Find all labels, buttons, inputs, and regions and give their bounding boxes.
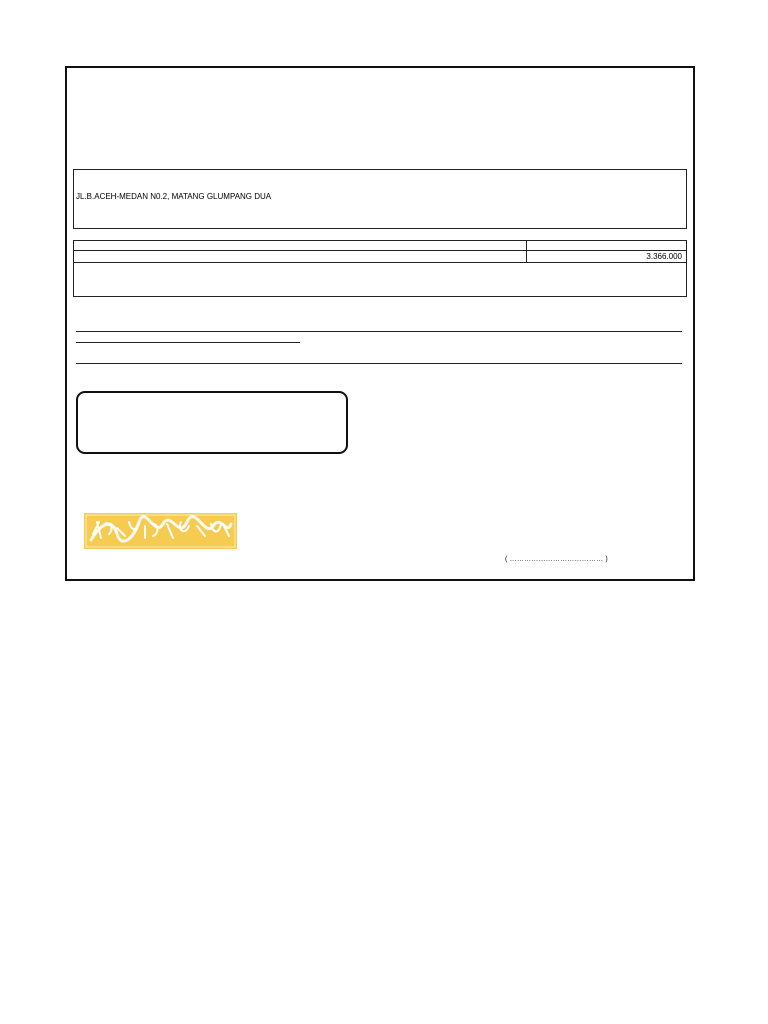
rounded-note-box bbox=[76, 391, 348, 454]
amount-table-header-row bbox=[74, 241, 686, 251]
amount-table bbox=[73, 240, 687, 297]
amount-table-column-divider bbox=[526, 241, 527, 263]
divider-line-1 bbox=[76, 331, 682, 332]
company-stamp bbox=[83, 510, 238, 552]
amount-table-value-row bbox=[74, 251, 686, 263]
document-frame bbox=[65, 66, 695, 581]
stamp-graphic bbox=[83, 510, 238, 552]
signature-placeholder: ( ………………………………… ) bbox=[505, 556, 608, 563]
address-box bbox=[73, 169, 687, 229]
address-text: JL.B.ACEH-MEDAN N0.2, MATANG GLUMPANG DUA bbox=[76, 192, 272, 201]
amount-value: 3.366.000 bbox=[646, 252, 682, 261]
divider-line-2 bbox=[76, 363, 682, 364]
divider-line-short bbox=[76, 342, 300, 343]
